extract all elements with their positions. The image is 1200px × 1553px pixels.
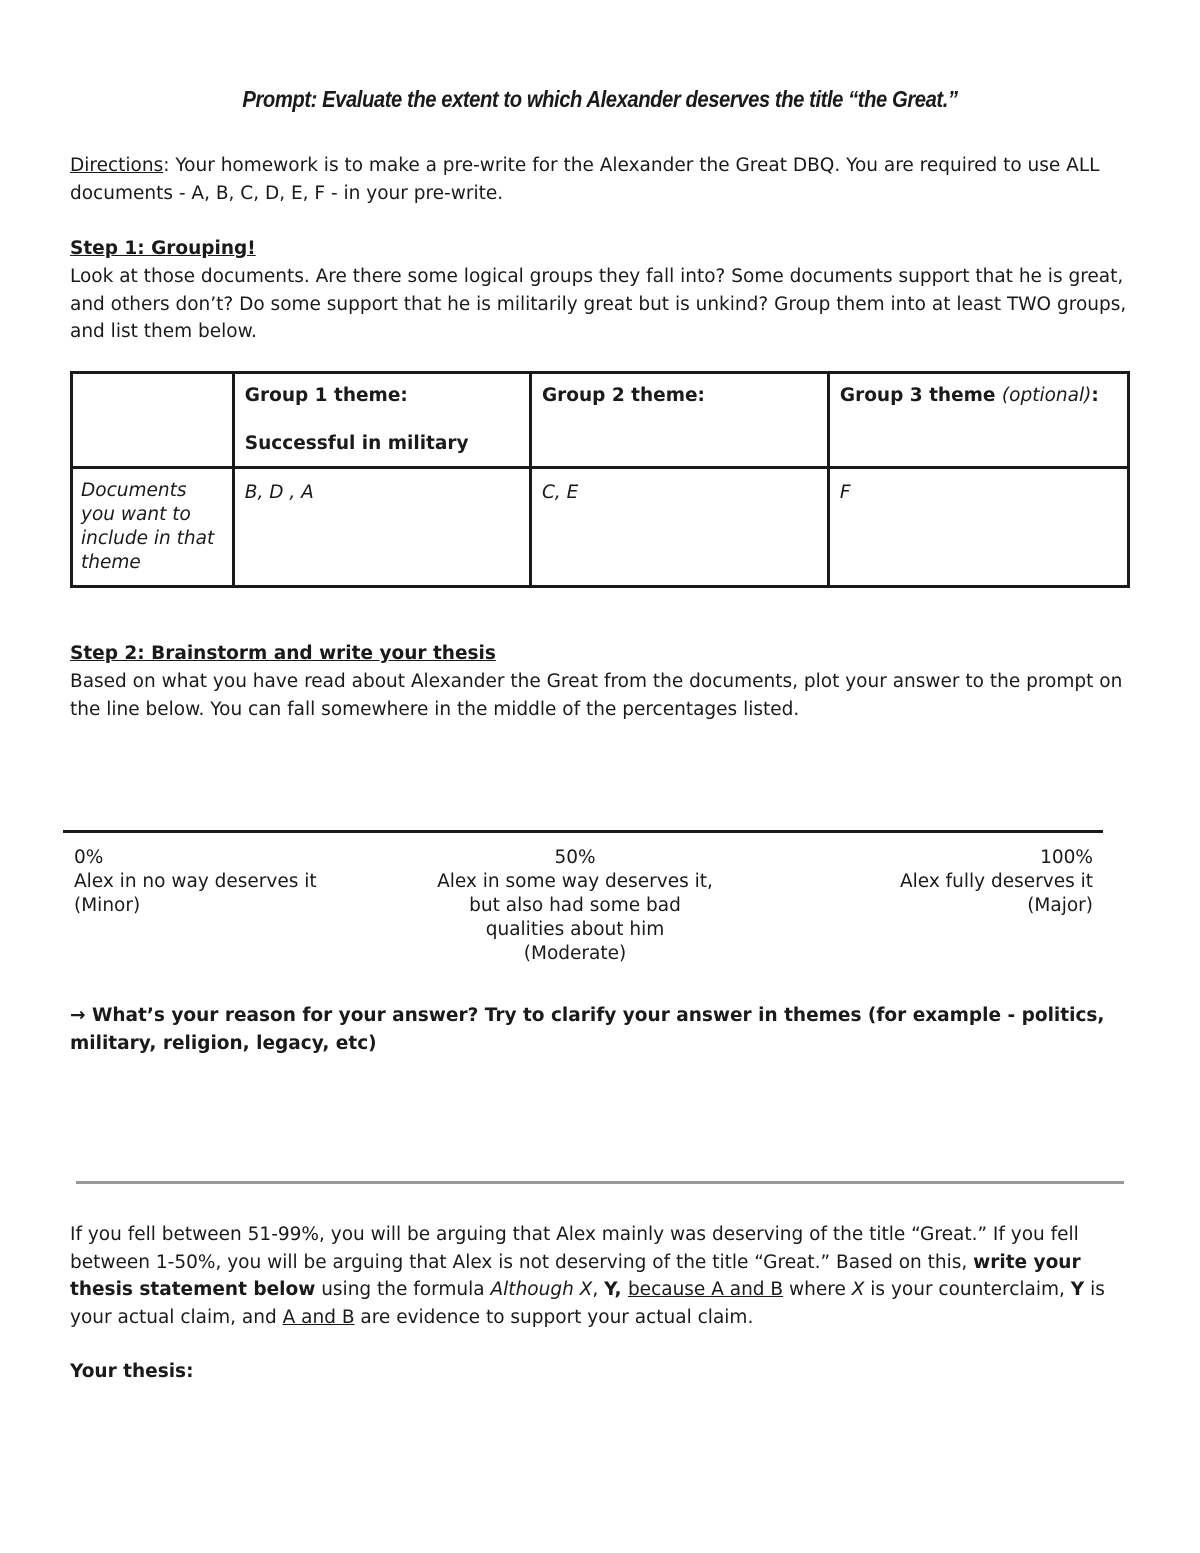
scale-category: (Major) bbox=[1027, 895, 1093, 916]
your-thesis-label: Your thesis: bbox=[70, 1361, 194, 1382]
table-row bbox=[72, 468, 1129, 587]
group3-header: Group 3 theme (optional): bbox=[839, 385, 1099, 406]
group2-header: Group 2 theme: bbox=[541, 385, 705, 406]
group3-documents[interactable]: F bbox=[828, 468, 1128, 587]
directions bbox=[70, 152, 1140, 207]
group3-header-cell[interactable] bbox=[828, 373, 1128, 468]
scale-description: Alex fully deserves it bbox=[899, 871, 1093, 892]
group1-theme[interactable]: Successful in military bbox=[244, 433, 469, 454]
reason-question: → What’s your reason for your answer? Try to clarify your answer in themes (for example - politics, military, religion, legacy, etc) bbox=[70, 1005, 1105, 1054]
scale-percent: 0% bbox=[74, 847, 104, 868]
step1-text: Look at those documents. Are there some logical groups they fall into? Some documents support that he is great, and others don’t? Do some support that he is militarily great but is unkind? Group them into at least TWO groups, and list them below. bbox=[70, 266, 1127, 342]
group2-header-cell[interactable] bbox=[530, 373, 828, 468]
group1-header: Group 1 theme: bbox=[244, 385, 408, 406]
thesis-instructions: If you fell between 51-99%, you will be arguing that Alex mainly was deserving of the title “Great.” If you fell between 1-50%, you will be arguing that Alex is not deserving of the title “Great.” Based on this, write your thesis statement below using the formula Although X, Y, because A and B where X is your counterclaim, Y is your actual claim, and A and B are evidence to support your actual claim. bbox=[70, 1224, 1105, 1328]
scale-percent: 100% bbox=[1040, 847, 1093, 868]
scale-description: Alex in some way deserves it, bbox=[437, 871, 713, 892]
scale-description: but also had some bad bbox=[469, 895, 681, 916]
scale-description: Alex in no way deserves it bbox=[74, 871, 317, 892]
scale-description: qualities about him bbox=[485, 919, 665, 940]
grouping-table bbox=[70, 371, 1130, 588]
group2-documents[interactable]: C, E bbox=[530, 468, 828, 587]
step1-heading: Step 1: Grouping! bbox=[70, 238, 256, 259]
opinion-scale-line[interactable] bbox=[63, 830, 1103, 833]
scale-label-minor bbox=[74, 846, 317, 918]
documents-row-label: Documents you want to include in that theme bbox=[72, 468, 234, 587]
step2-heading: Step 2: Brainstorm and write your thesis bbox=[70, 643, 496, 664]
group1-documents[interactable]: B, D , A bbox=[233, 468, 530, 587]
answer-line[interactable] bbox=[76, 1181, 1124, 1184]
scale-category: (Moderate) bbox=[523, 943, 627, 964]
step2-text: Based on what you have read about Alexander the Great from the documents, plot your answer to the prompt on the line below. You can fall somewhere in the middle of the percentages listed. bbox=[70, 671, 1123, 720]
directions-label: Directions bbox=[70, 155, 164, 176]
scale-label-moderate bbox=[415, 846, 735, 966]
group1-header-cell[interactable] bbox=[233, 373, 530, 468]
prompt-title: Prompt: Evaluate the extent to which Alexander deserves the title “the Great.” bbox=[242, 86, 958, 112]
directions-text: : Your homework is to make a pre-write for the Alexander the Great DBQ. You are required to use ALL documents - A, B, C, D, E, F - in your pre-write. bbox=[70, 155, 1100, 204]
table-row bbox=[72, 373, 1129, 468]
table-corner-cell bbox=[72, 373, 234, 468]
scale-category: (Minor) bbox=[74, 895, 141, 916]
scale-label-major bbox=[900, 846, 1093, 918]
scale-percent: 50% bbox=[554, 847, 596, 868]
